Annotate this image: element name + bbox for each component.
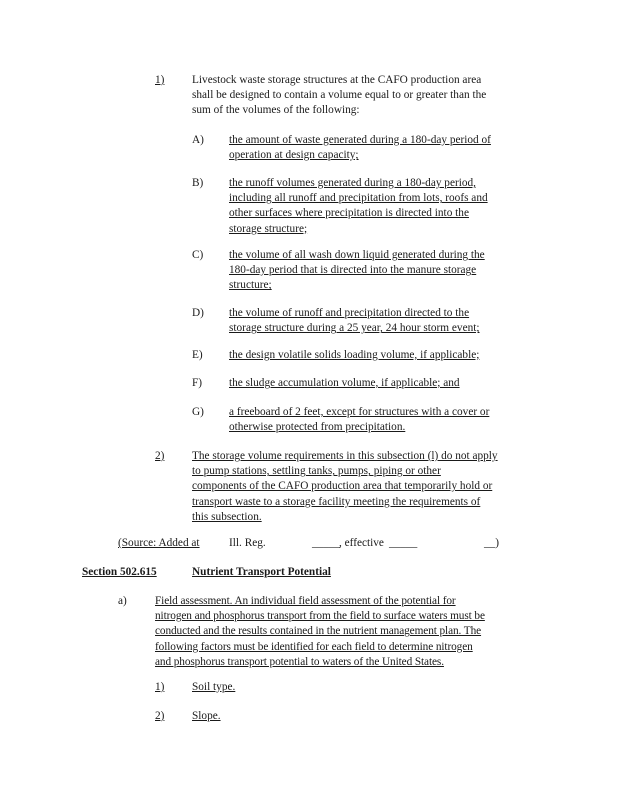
source-blank-2: _____: [389, 537, 418, 549]
item-1-line: sum of the volumes of the following:: [192, 104, 360, 117]
item-1-line: shall be designed to contain a volume equal to or greater than the: [192, 89, 487, 102]
a-item-2-number: 2): [155, 710, 165, 722]
subitem-b-text: the runoff volumes generated during a 180-day period, including all runoff and precipitation from lots, roofs and other surfaces where precipitation is directed into the storage structure;: [229, 177, 488, 235]
section-title: Nutrient Transport Potential: [192, 566, 331, 578]
source-blank-3: __): [484, 537, 500, 549]
item-1-text: [192, 73, 522, 119]
subitem-g-letter: G): [192, 406, 204, 418]
subitem-c-letter: C): [192, 249, 204, 261]
subitem-d-letter: D): [192, 307, 204, 319]
item-1-number: 1): [155, 74, 165, 86]
item-2-number: 2): [155, 450, 165, 462]
item-2-text: The storage volume requirements in this subsection (l) do not apply to pump stations, settling tanks, pumps, piping or other components of the CAFO production area that temporarily hold or transport waste to a storage facility meeting the requirements of this subsection.: [192, 450, 498, 523]
item-a-letter: a): [118, 595, 127, 607]
subitem-f-letter: F): [192, 377, 203, 389]
source-blank-1: _____: [312, 537, 341, 549]
subitem-e-text: the design volatile solids loading volume, if applicable;: [229, 349, 480, 361]
subitem-a-text: the amount of waste generated during a 180-day period of operation at design capacity;: [229, 134, 491, 162]
source-effective: , effective: [339, 537, 384, 549]
subitem-c-text: the volume of all wash down liquid generated during the 180-day period that is directed into the manure storage structure;: [229, 249, 485, 292]
source-prefix: (Source: Added at: [118, 537, 200, 549]
subitem-d-text: the volume of runoff and precipitation directed to the storage structure during a 25 year, 24 hour storm event;: [229, 307, 480, 335]
subitem-b-letter: B): [192, 177, 204, 189]
a-item-1-number: 1): [155, 681, 165, 693]
subitem-f-text: the sludge accumulation volume, if applicable; and: [229, 377, 460, 389]
a-item-2-text: Slope.: [192, 710, 221, 722]
source-reg: Ill. Reg.: [229, 537, 266, 549]
item-a-text: Field assessment. An individual field assessment of the potential for nitrogen and phosphorus transport from the field to surface waters must be conducted and the results contained in the nutrient management plan. The following factors must be identified for each field to determine nitrogen and phosphorus transport potential to waters of the United States.: [155, 595, 485, 668]
section-number: Section 502.615: [82, 566, 157, 578]
subitem-e-letter: E): [192, 349, 203, 361]
a-item-1-text: Soil type.: [192, 681, 236, 693]
item-1-line: Livestock waste storage structures at the CAFO production area: [192, 74, 482, 86]
subitem-a-letter: A): [192, 134, 204, 146]
subitem-g-text: a freeboard of 2 feet, except for structures with a cover or otherwise protected from precipitation.: [229, 406, 490, 434]
